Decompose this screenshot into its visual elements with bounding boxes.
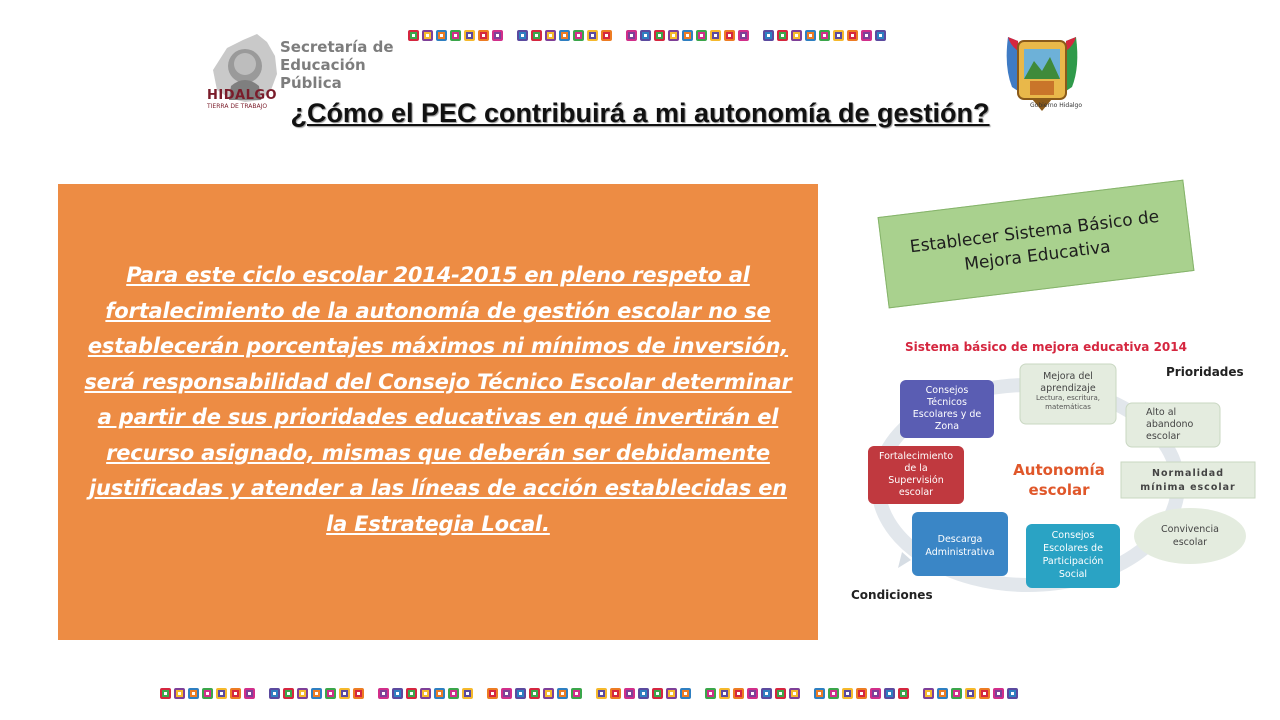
decorative-square [531, 30, 542, 41]
decorative-square [353, 688, 364, 699]
decorative-square [898, 688, 909, 699]
decorative-square [420, 688, 431, 699]
decorative-square [814, 688, 825, 699]
node-participacion-l1: Consejos [1051, 530, 1095, 541]
node-abandono-l1: Alto al [1146, 407, 1177, 418]
decorative-square [448, 688, 459, 699]
decorative-square-group [269, 688, 364, 699]
decorative-square [436, 30, 447, 41]
decorative-square [216, 688, 227, 699]
decorative-square [188, 688, 199, 699]
decorative-square [710, 30, 721, 41]
sep-line-3: Pública [280, 74, 342, 92]
decorative-square [624, 688, 635, 699]
decorative-square [638, 688, 649, 699]
node-abandono-l2: abandono [1146, 419, 1194, 430]
decorative-square [244, 688, 255, 699]
decorative-square [392, 688, 403, 699]
decorative-square [529, 688, 540, 699]
node-supervision-l2: de la [904, 463, 928, 474]
sep-line-1: Secretaría de [280, 38, 394, 56]
decorative-square [666, 688, 677, 699]
decorative-square-group [763, 30, 886, 41]
decorative-square-group [487, 688, 582, 699]
decorative-square [640, 30, 651, 41]
decorative-square [747, 688, 758, 699]
decorative-square-group [705, 688, 800, 699]
node-participacion-l3: Participación [1042, 556, 1104, 567]
decorative-square [682, 30, 693, 41]
node-consejos-tecnicos-l2: Técnicos [927, 397, 967, 408]
bottom-decorative-border [160, 688, 1018, 699]
decorative-square [501, 688, 512, 699]
decorative-square [870, 688, 881, 699]
crest-caption: Gobierno Hidalgo [1030, 102, 1083, 109]
sep-line-2: Educación [280, 56, 366, 74]
decorative-square [202, 688, 213, 699]
node-mejora-l1: Mejora del [1043, 371, 1093, 382]
decorative-square [517, 30, 528, 41]
decorative-square [487, 688, 498, 699]
decorative-square [705, 688, 716, 699]
node-convivencia [1134, 508, 1246, 564]
body-paragraph: Para este ciclo escolar 2014-2015 en pleno respeto al fortalecimiento de la autonomía de gestión escolar no se establecerán porcentajes máximos ni mínimos de inversión, será responsabilidad del Consejo Técnico Escolar determinar a partir de sus prioridades educativas en qué invertirán el recurso asignado, mismas que deberán ser debidamente justificadas y atender a las líneas de acción establecidas en la Estrategia Local. [84, 263, 792, 536]
decorative-square [789, 688, 800, 699]
decorative-square [297, 688, 308, 699]
decorative-square [450, 30, 461, 41]
node-descarga-l2: Administrativa [925, 547, 995, 558]
decorative-square [478, 30, 489, 41]
node-consejos-tecnicos-l1: Consejos [925, 385, 969, 396]
decorative-square-group [160, 688, 255, 699]
decorative-square [951, 688, 962, 699]
decorative-square [719, 688, 730, 699]
node-supervision-l4: escolar [898, 487, 934, 498]
hidalgo-wordmark: HIDALGO [207, 88, 278, 103]
diagram-title: Sistema básico de mejora educativa 2014 [905, 340, 1187, 354]
label-condiciones: Condiciones [851, 588, 933, 602]
node-consejos-tecnicos-l4: Zona [934, 421, 960, 432]
decorative-square [587, 30, 598, 41]
node-mejora-l2: aprendizaje [1040, 383, 1096, 394]
decorative-square [408, 30, 419, 41]
decorative-square-group [517, 30, 612, 41]
node-supervision-l3: Supervisión [888, 475, 944, 486]
decorative-square [724, 30, 735, 41]
decorative-square [842, 688, 853, 699]
mejora-educativa-diagram [846, 330, 1266, 610]
decorative-square [464, 30, 475, 41]
decorative-square [861, 30, 872, 41]
decorative-square [378, 688, 389, 699]
decorative-square [339, 688, 350, 699]
node-participacion-l2: Escolares de [1043, 543, 1103, 554]
decorative-square [283, 688, 294, 699]
node-consejos-tecnicos-l3: Escolares y de [912, 409, 982, 420]
decorative-square [761, 688, 772, 699]
decorative-square [652, 688, 663, 699]
decorative-square [847, 30, 858, 41]
decorative-square-group [378, 688, 473, 699]
decorative-square [434, 688, 445, 699]
center-autonomia: Autonomía [1013, 461, 1105, 479]
orange-text-panel [58, 184, 818, 640]
decorative-square [422, 30, 433, 41]
decorative-square [610, 688, 621, 699]
sep-logo-text [280, 38, 394, 92]
decorative-square [668, 30, 679, 41]
node-normalidad-l1: Normalidad [1152, 468, 1224, 479]
node-convivencia-l2: escolar [1172, 537, 1208, 548]
decorative-square [543, 688, 554, 699]
decorative-square [601, 30, 612, 41]
decorative-square [775, 688, 786, 699]
decorative-square-group [814, 688, 909, 699]
decorative-square [269, 688, 280, 699]
decorative-square [733, 688, 744, 699]
decorative-square [596, 688, 607, 699]
decorative-square [160, 688, 171, 699]
decorative-square [654, 30, 665, 41]
sistema-basico-callout: Establecer Sistema Básico de Mejora Educativa [878, 180, 1195, 309]
node-participacion-l4: Social [1058, 569, 1088, 580]
decorative-square [777, 30, 788, 41]
decorative-square [833, 30, 844, 41]
top-decorative-border [408, 30, 886, 41]
decorative-square [979, 688, 990, 699]
decorative-square [696, 30, 707, 41]
node-normalidad-l2: mínima escolar [1140, 482, 1236, 493]
node-abandono-l3: escolar [1146, 431, 1181, 442]
decorative-square [875, 30, 886, 41]
node-mejora-sub: Lectura, escritura, matemáticas [1036, 394, 1100, 411]
decorative-square [805, 30, 816, 41]
decorative-square [923, 688, 934, 699]
decorative-square [965, 688, 976, 699]
decorative-square-group [626, 30, 749, 41]
decorative-square [545, 30, 556, 41]
label-prioridades: Prioridades [1166, 365, 1244, 379]
decorative-square [325, 688, 336, 699]
decorative-square [626, 30, 637, 41]
decorative-square-group [596, 688, 691, 699]
decorative-square [763, 30, 774, 41]
hidalgo-subtitle: TIERRA DE TRABAJO [207, 103, 268, 110]
decorative-square [557, 688, 568, 699]
decorative-square [937, 688, 948, 699]
decorative-square [311, 688, 322, 699]
decorative-square-group [923, 688, 1018, 699]
decorative-square [573, 30, 584, 41]
node-supervision-l1: Fortalecimiento [878, 451, 954, 462]
decorative-square-group [408, 30, 503, 41]
decorative-square [819, 30, 830, 41]
decorative-square [993, 688, 1004, 699]
decorative-square [174, 688, 185, 699]
slide-title: ¿Cómo el PEC contribuirá a mi autonomía de gestión? [290, 98, 990, 128]
decorative-square [1007, 688, 1018, 699]
decorative-square [230, 688, 241, 699]
decorative-square [884, 688, 895, 699]
decorative-square [492, 30, 503, 41]
decorative-square [791, 30, 802, 41]
decorative-square [571, 688, 582, 699]
decorative-square [515, 688, 526, 699]
decorative-square [680, 688, 691, 699]
decorative-square [828, 688, 839, 699]
decorative-square [856, 688, 867, 699]
decorative-square [559, 30, 570, 41]
decorative-square [738, 30, 749, 41]
decorative-square [462, 688, 473, 699]
decorative-square [406, 688, 417, 699]
node-convivencia-l1: Convivencia [1161, 524, 1219, 535]
node-descarga-l1: Descarga [937, 534, 983, 545]
center-escolar: escolar [1028, 481, 1090, 499]
